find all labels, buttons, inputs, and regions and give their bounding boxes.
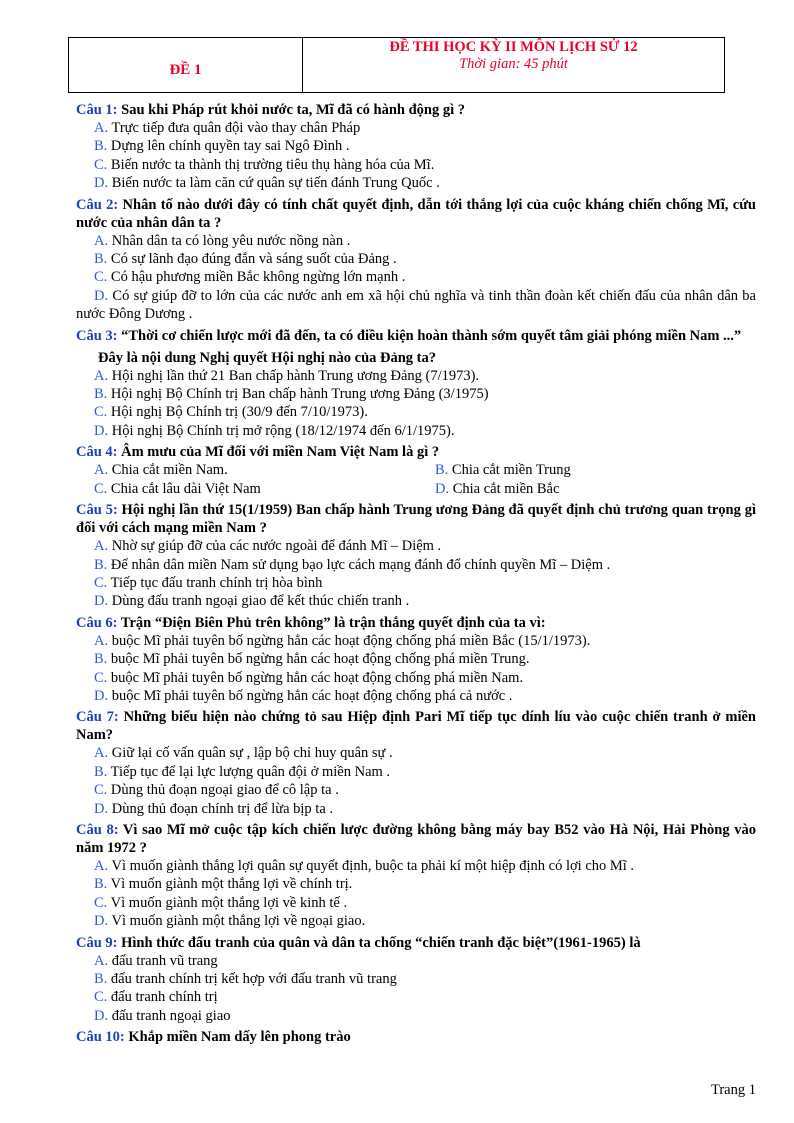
question-text: Câu 5: Hội nghị lần thứ 15(1/1959) Ban chấp hành Trung ương Đảng đã quyết định chủ trương quan trọng gì đối với cách mạng miền Nam ? [76, 502, 756, 537]
option-a: A. đấu tranh vũ trang [94, 952, 218, 969]
option-c: C. Biến nước ta thành thị trường tiêu thụ hàng hóa của Mĩ. [94, 156, 435, 173]
question-text: Câu 9: Hình thức đấu tranh của quân và dân ta chống “chiến tranh đặc biệt”(1961-1965) là [76, 934, 641, 951]
question-6 [76, 614, 756, 706]
option-c: C. Chia cắt lâu dài Việt Nam [94, 480, 261, 497]
option-b: B. buộc Mĩ phải tuyên bố ngừng hẳn các hoạt động chống phá miền Trung. [94, 651, 530, 668]
question-text: Câu 8: Vì sao Mĩ mở cuộc tập kích chiến lược đường không bằng máy bay B52 vào Hà Nội, Hải Phòng vào năm 1972 ? [76, 821, 756, 856]
question-7 [76, 708, 756, 818]
exam-header-table [68, 37, 725, 93]
option-d: D. Có sự giúp đỡ to lớn của các nước anh em xã hội chủ nghĩa và tinh thần đoàn kết chiến đấu của nhân dân ba nước Đông Dương . [76, 287, 756, 323]
option-b: B. Để nhân dân miền Nam sử dụng bạo lực cách mạng đánh đổ chính quyền Mĩ – Diệm . [94, 556, 611, 573]
question-8 [76, 821, 756, 931]
exam-code-cell [69, 38, 303, 92]
option-a: A. Giữ lại cố vấn quân sự , lập bộ chỉ huy quân sự . [94, 745, 393, 762]
option-c: C. Dùng thủ đoạn ngoại giao để cô lập ta . [94, 782, 339, 799]
question-4 [76, 443, 756, 498]
option-a: A. buộc Mĩ phải tuyên bố ngừng hẳn các hoạt động chống phá miền Bắc (15/1/1973). [94, 632, 591, 649]
option-a: A. Vì muốn giành thắng lợi quân sự quyết định, buộc ta phải kí một hiệp định có lợi cho Mĩ . [94, 857, 635, 874]
question-text: Câu 2: Nhân tố nào dưới đây có tính chất quyết định, dẫn tới thắng lợi của cuộc kháng chiến chống Mĩ, cứu nước của nhân dân ta ? [76, 196, 756, 231]
question-text: Câu 10: Khắp miền Nam dấy lên phong trào [76, 1029, 351, 1046]
option-b: B. Tiếp tục để lại lực lượng quân đội ở miền Nam . [94, 763, 391, 780]
option-b: B. Có sự lãnh đạo đúng đắn và sáng suốt của Đảng . [94, 251, 397, 268]
question-3 [76, 327, 756, 441]
option-c: C. đấu tranh chính trị [94, 989, 218, 1006]
option-c: C. Hội nghị Bộ Chính trị (30/9 đến 7/10/1973). [94, 404, 368, 421]
question-10 [76, 1028, 756, 1046]
option-b: B. Vì muốn giành một thắng lợi về chính trị. [94, 876, 353, 893]
option-row [76, 461, 756, 479]
option-a: A. Hội nghị lần thứ 21 Ban chấp hành Trung ương Đảng (7/1973). [94, 367, 480, 384]
question-number: Câu 6: [76, 614, 118, 631]
question-number: Câu 4: [76, 444, 118, 461]
option-row [76, 480, 756, 498]
option-d: D. Hội nghị Bộ Chính trị mở rộng (18/12/1974 đến 6/1/1975). [94, 422, 455, 439]
option-d: D. Biến nước ta làm căn cứ quân sự tiến đánh Trung Quốc . [94, 175, 440, 192]
option-c: C. Có hậu phương miền Bắc không ngừng lớn mạnh . [94, 269, 406, 286]
option-b: B. Dựng lên chính quyền tay sai Ngô Đình . [94, 138, 350, 155]
option-b: B. đấu tranh chính trị kết hợp với đấu tranh vũ trang [94, 971, 397, 987]
question-number: Câu 8: [76, 821, 119, 838]
question-number: Câu 7: [76, 709, 119, 726]
question-number: Câu 1: [76, 102, 118, 118]
option-c: C. Vì muốn giành một thắng lợi về kinh tế . [94, 894, 348, 911]
option-d: D. Dùng thủ đoạn chính trị để lừa bịp ta . [94, 800, 334, 817]
question-number: Câu 5: [76, 502, 118, 519]
question-text: Câu 3: “Thời cơ chiến lược mới đã đến, ta có điều kiện hoàn thành sớm quyết tâm giải phóng miền Nam ...” [76, 327, 742, 344]
exam-title: ĐỀ THI HỌC KỲ II MÔN LỊCH SỬ 12 [389, 39, 638, 55]
question-list [76, 98, 756, 1046]
option-d: D. buộc Mĩ phải tuyên bố ngừng hẳn các hoạt động chống phá cả nước . [94, 687, 513, 704]
option-d: D. đấu tranh ngoại giao [94, 1007, 231, 1024]
option-c: C. Tiếp tục đấu tranh chính trị hòa bình [94, 574, 323, 591]
option-d: D. Chia cắt miền Bắc [435, 480, 560, 497]
option-a: A. Nhờ sự giúp đỡ của các nước ngoài để đánh Mĩ – Diệm . [94, 538, 442, 555]
exam-title-cell [303, 38, 724, 92]
option-a: A. Chia cắt miền Nam. [94, 462, 228, 479]
question-number: Câu 3: [76, 327, 118, 344]
page-number: Trang 1 [711, 1082, 756, 1098]
question-subtext: Đây là nội dung Nghị quyết Hội nghị nào của Đảng ta? [98, 349, 437, 366]
question-number: Câu 9: [76, 934, 118, 951]
option-d: D. Vì muốn giành một thắng lợi về ngoại giao. [94, 913, 366, 930]
question-number: Câu 2: [76, 196, 119, 213]
option-a: A. Nhân dân ta có lòng yêu nước nồng nàn . [94, 232, 351, 249]
option-d: D. Dùng đấu tranh ngoại giao để kết thúc chiến tranh . [94, 593, 410, 610]
question-text: Câu 4: Âm mưu của Mĩ đối với miền Nam Việt Nam là gì ? [76, 444, 440, 461]
exam-time: Thời gian: 45 phút [459, 56, 568, 72]
option-c: C. buộc Mĩ phải tuyên bố ngừng hẳn các hoạt động chống phá miền Nam. [94, 669, 524, 686]
question-text: Câu 6: Trận “Điện Biên Phủ trên không” là trận thắng quyết định của ta vì: [76, 614, 546, 631]
question-5 [76, 501, 756, 611]
question-9 [76, 934, 756, 1026]
question-text: Câu 1: Sau khi Pháp rút khỏi nước ta, Mĩ đã có hành động gì ? [76, 102, 466, 118]
question-number: Câu 10: [76, 1029, 125, 1046]
option-a: A. Trực tiếp đưa quân đội vào thay chân Pháp [94, 120, 361, 136]
option-b: B. Chia cắt miền Trung [435, 462, 571, 479]
question-2 [76, 196, 756, 324]
option-b: B. Hội nghị Bộ Chính trị Ban chấp hành Trung ương Đảng (3/1975) [94, 386, 489, 403]
question-text: Câu 7: Những biểu hiện nào chứng tỏ sau Hiệp định Pari Mĩ tiếp tục dính líu vào cuộc chiến tranh ở miền Nam? [76, 709, 756, 744]
question-1 [76, 101, 756, 193]
exam-code: ĐỀ 1 [169, 61, 202, 78]
